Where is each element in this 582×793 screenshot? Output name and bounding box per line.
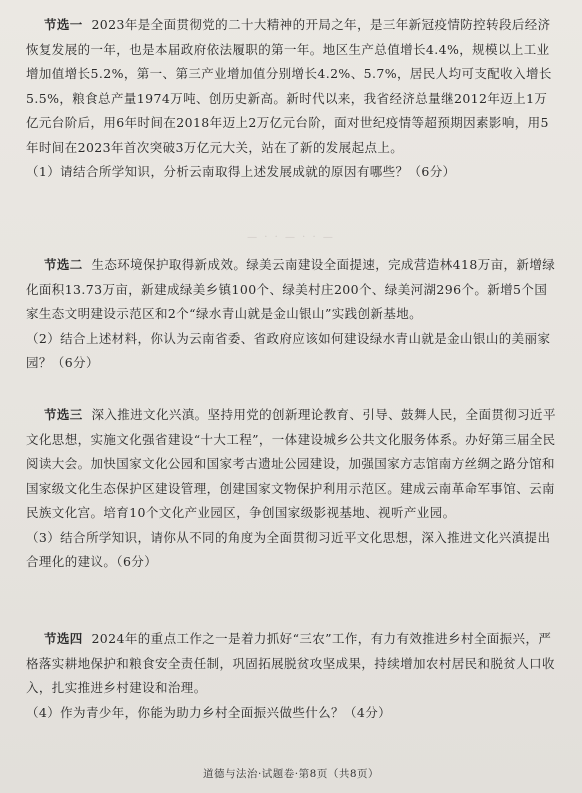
section-1-excerpt bbox=[0, 13, 582, 160]
section-3-label: 节选三 bbox=[44, 407, 83, 422]
section-2-label: 节选二 bbox=[44, 257, 83, 272]
question-1: （1）请结合所学知识，分析云南取得上述发展成就的原因有哪些？（6分） bbox=[26, 164, 456, 179]
section-1-label: 节选一 bbox=[44, 17, 83, 32]
question-3: （3）结合所学知识，请你从不同的角度为全面贯彻习近平文化思想，深入推进文化兴滇提出合理化的建议。（6分） bbox=[26, 529, 551, 569]
section-4 bbox=[0, 627, 582, 725]
page-footer: 道德与法治·试题卷·第8页（共8页） bbox=[202, 768, 380, 780]
section-4-excerpt bbox=[0, 627, 582, 701]
question-2: （2）结合上述材料，你认为云南省委、省政府应该如何建设绿水青山就是金山银山的美丽家园？（6分） bbox=[26, 330, 551, 370]
section-2-excerpt bbox=[0, 253, 582, 327]
section-3-excerpt bbox=[0, 403, 582, 526]
question-4: （4）作为青少年，你能为助力乡村全面振兴做些什么？（4分） bbox=[26, 704, 392, 720]
bleed-through: — · · — · · — bbox=[247, 232, 335, 243]
section-2 bbox=[0, 253, 582, 376]
section-3-text: 深入推进文化兴滇。坚持用党的创新理论教育、引导、鼓舞人民，全面贯彻习近平文化思想，实施文化强省建设“十大工程”，一体建设城乡公共文化服务体系。办好第三届全民阅读大会。加快国家文化公园和国家考古遗址公园建设，加强国家方志馆南方丝绸之路分馆和国家级文化生态保护区建设管理，创建国家文物保护利用示范区。建成云南革命军事馆、云南民族文化宫。培育10个文化产业园区，争创国家级影视基地、视听产业园。 bbox=[26, 407, 556, 520]
section-1-text: 2023年是全面贯彻党的二十大精神的开局之年，是三年新冠疫情防控转段后经济恢复发展的一年，也是本届政府依法履职的第一年。地区生产总值增长4.4%，规模以上工业增加值增长5.2%，第一、第三产业增加值分别增长4.2%、5.7%，居民人均可支配收入增长5.5%，粮食总产量1974万吨、创历史新高。新时代以来，我省经济总量继2012年迈上1万亿元台阶后，用6年时间在2018年迈上2万亿元台阶，面对世纪疫情等超预期因素影响，用5年时间在2023年首次突破3万亿元大关，站在了新的发展起点上。 bbox=[26, 17, 552, 155]
section-4-text: 2024年的重点工作之一是着力抓好“三农”工作，有力有效推进乡村全面振兴，严格落实耕地保护和粮食安全责任制，巩固拓展脱贫攻坚成果，持续增加农村居民和脱贫人口收入，扎实推进乡村建设和治理。 bbox=[26, 631, 555, 695]
section-1 bbox=[0, 13, 582, 185]
section-2-text: 生态环境保护取得新成效。绿美云南建设全面提速，完成营造林418万亩，新增绿化面积13.73万亩，新建成绿美乡镇100个、绿美村庄200个、绿美河湖296个。新增5个国家生态文明建设示范区和2个“绿水青山就是金山银山”实践创新基地。 bbox=[26, 257, 556, 321]
section-3 bbox=[0, 403, 582, 575]
section-4-label: 节选四 bbox=[44, 631, 83, 646]
